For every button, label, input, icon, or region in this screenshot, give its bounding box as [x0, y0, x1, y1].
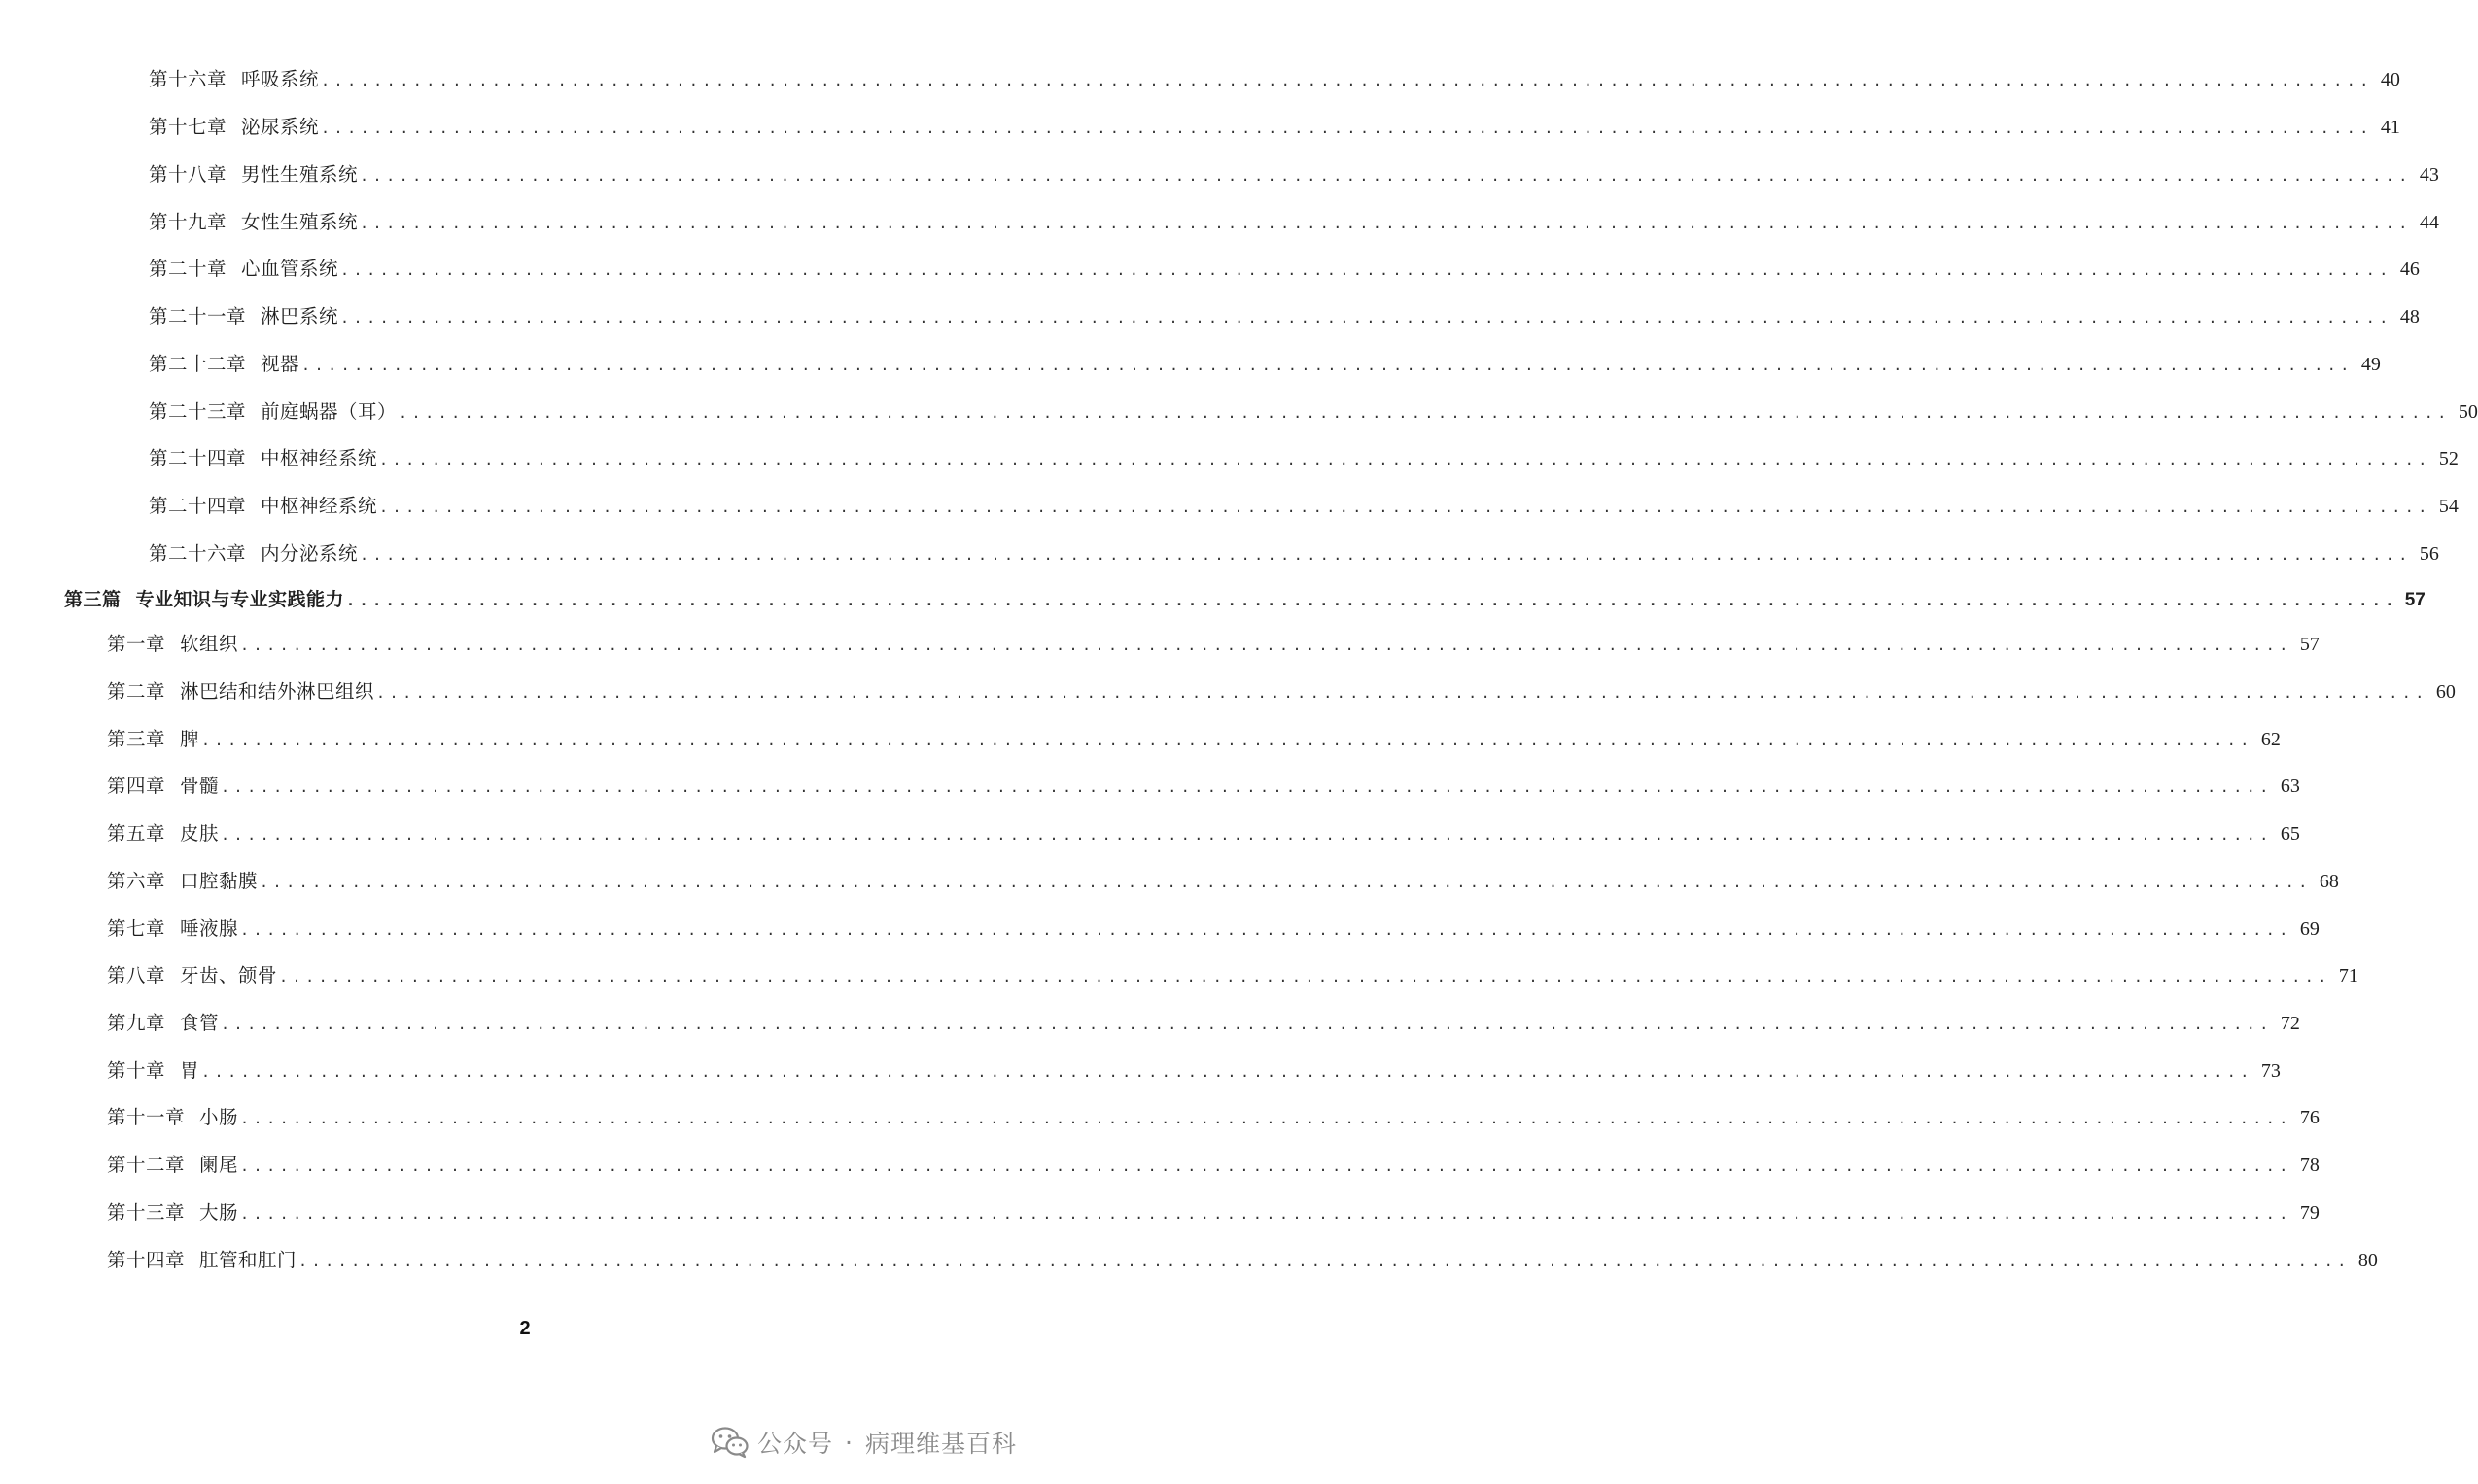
- toc-entry[interactable]: [107, 630, 2320, 659]
- toc-entry[interactable]: [107, 961, 2358, 990]
- page-ref: 80: [2357, 1250, 2378, 1271]
- dot-leader: ............................................................................................................................................................: [321, 72, 2373, 89]
- chapter-title: 心血管系统: [241, 258, 339, 280]
- chapter-title: 内分泌系统: [261, 542, 359, 565]
- chapter-number: 第十二章: [107, 1154, 186, 1176]
- page-ref: 65: [2280, 823, 2300, 845]
- chapter-title: 呼吸系统: [241, 68, 320, 90]
- watermark-account-name: 病理维基百科: [864, 1430, 1017, 1458]
- toc-entry[interactable]: [107, 915, 2320, 944]
- chapter-number: 第十四章: [107, 1249, 186, 1271]
- chapter-number: 第二十二章: [149, 353, 247, 375]
- chapter-number: 第二章: [107, 680, 166, 703]
- chapter-number: 第十七章: [149, 116, 227, 138]
- chapter-number: 第八章: [107, 964, 166, 986]
- chapter-number: 第六章: [107, 870, 166, 892]
- page-ref: 46: [2399, 259, 2420, 280]
- chapter-title: 胃: [180, 1059, 200, 1082]
- chapter-number: 第三章: [107, 728, 166, 750]
- page-ref: 49: [2360, 354, 2381, 375]
- toc-entry[interactable]: [107, 1151, 2320, 1180]
- chapter-number: 第十八章: [149, 163, 227, 186]
- toc-entry[interactable]: [149, 208, 2439, 237]
- wechat-icon: [711, 1426, 750, 1459]
- dot-leader: ............................................................................................................................................................: [360, 546, 2412, 564]
- dot-leader: ............................................................................................................................................................: [240, 921, 2292, 939]
- chapter-title: 小肠: [199, 1106, 239, 1128]
- chapter-number: 第二十四章: [149, 447, 247, 469]
- toc-entry[interactable]: [107, 1198, 2320, 1227]
- page-ref: 54: [2438, 496, 2459, 517]
- dot-leader: ............................................................................................................................................................: [379, 451, 2431, 468]
- page-ref: 41: [2380, 117, 2400, 138]
- page-ref: 78: [2299, 1155, 2320, 1176]
- chapter-number: 第十章: [107, 1059, 166, 1082]
- chapter-title: 中枢神经系统: [261, 447, 378, 469]
- dot-leader: ............................................................................................................................................................: [221, 778, 2273, 796]
- chapter-number: 第九章: [107, 1012, 166, 1034]
- dot-leader: ............................................................................................................................................................: [340, 309, 2392, 327]
- toc-entry[interactable]: [149, 65, 2400, 94]
- chapter-title: 视器: [261, 353, 300, 375]
- dot-leader: ............................................................................................................................................................: [260, 874, 2312, 891]
- dot-leader: ............................................................................................................................................................: [376, 684, 2428, 702]
- page-ref: 40: [2380, 69, 2400, 90]
- chapter-number: 第十三章: [107, 1201, 186, 1224]
- chapter-title: 皮肤: [180, 822, 220, 845]
- page-ref: 72: [2280, 1013, 2300, 1034]
- dot-leader: ............................................................................................................................................................: [399, 404, 2451, 422]
- chapter-title: 口腔黏膜: [180, 870, 259, 892]
- chapter-title: 泌尿系统: [241, 116, 320, 138]
- toc-entry[interactable]: [149, 444, 2459, 473]
- watermark: [711, 1423, 1017, 1462]
- toc-entry[interactable]: [149, 397, 2478, 427]
- watermark-separator: ·: [845, 1428, 854, 1457]
- toc-entry[interactable]: [107, 677, 2456, 707]
- toc-entry[interactable]: [107, 867, 2339, 896]
- part-title: 专业知识与专业实践能力: [135, 589, 345, 610]
- page-ref: 50: [2458, 401, 2478, 423]
- page-ref: 62: [2260, 729, 2281, 750]
- part-number: 第三篇: [64, 589, 122, 610]
- page-ref: 57: [2404, 590, 2426, 610]
- chapter-title: 软组织: [180, 633, 239, 655]
- watermark-label: 公众号: [757, 1430, 834, 1458]
- page-ref: 71: [2338, 965, 2358, 986]
- dot-leader: ............................................................................................................................................................: [240, 1157, 2292, 1175]
- dot-leader: ............................................................................................................................................................: [240, 1110, 2292, 1127]
- toc-entry[interactable]: [149, 160, 2439, 190]
- page-ref: 52: [2438, 448, 2459, 469]
- toc-part-heading[interactable]: [64, 585, 2426, 614]
- toc-entry[interactable]: [149, 255, 2420, 284]
- dot-leader: ............................................................................................................................................................: [240, 1205, 2292, 1223]
- chapter-number: 第十六章: [149, 68, 227, 90]
- dot-leader: ............................................................................................................................................................: [379, 499, 2431, 516]
- dot-leader: ............................................................................................................................................................: [279, 968, 2331, 985]
- toc-entry[interactable]: [149, 302, 2420, 331]
- chapter-number: 第七章: [107, 917, 166, 940]
- chapter-title: 中枢神经系统: [261, 495, 378, 517]
- toc-entry[interactable]: [149, 539, 2439, 569]
- chapter-number: 第二十六章: [149, 542, 247, 565]
- dot-leader: ............................................................................................................................................................: [221, 826, 2273, 844]
- chapter-number: 第十九章: [149, 211, 227, 233]
- dot-leader: ............................................................................................................................................................: [298, 1253, 2351, 1270]
- dot-leader: ............................................................................................................................................................: [346, 592, 2398, 609]
- chapter-number: 第二十四章: [149, 495, 247, 517]
- page-ref: 60: [2435, 681, 2456, 703]
- page-ref: 68: [2319, 871, 2339, 892]
- toc-entry[interactable]: [107, 772, 2300, 801]
- chapter-title: 牙齿、颌骨: [180, 964, 278, 986]
- chapter-number: 第一章: [107, 633, 166, 655]
- chapter-title: 肛管和肛门: [199, 1249, 297, 1271]
- toc-entry[interactable]: [107, 819, 2300, 848]
- page-ref: 44: [2419, 212, 2439, 233]
- dot-leader: ............................................................................................................................................................: [321, 120, 2373, 137]
- chapter-title: 男性生殖系统: [241, 163, 359, 186]
- chapter-title: 食管: [180, 1012, 220, 1034]
- dot-leader: ............................................................................................................................................................: [201, 1063, 2253, 1081]
- dot-leader: ............................................................................................................................................................: [340, 261, 2392, 279]
- toc-entry[interactable]: [107, 725, 2281, 754]
- dot-leader: ............................................................................................................................................................: [360, 167, 2412, 185]
- chapter-title: 淋巴系统: [261, 305, 339, 328]
- toc-entry[interactable]: [149, 113, 2400, 142]
- chapter-number: 第二十一章: [149, 305, 247, 328]
- chapter-number: 第十一章: [107, 1106, 186, 1128]
- chapter-number: 第五章: [107, 822, 166, 845]
- chapter-number: 第二十三章: [149, 400, 247, 423]
- page-ref: 43: [2419, 164, 2439, 186]
- chapter-title: 淋巴结和结外淋巴组织: [180, 680, 375, 703]
- chapter-title: 阑尾: [199, 1154, 239, 1176]
- page-ref: 48: [2399, 306, 2420, 328]
- chapter-title: 唾液腺: [180, 917, 239, 940]
- chapter-number: 第四章: [107, 775, 166, 797]
- dot-leader: ............................................................................................................................................................: [301, 357, 2354, 374]
- toc-entry[interactable]: [107, 1103, 2320, 1132]
- chapter-title: 前庭蜗器（耳）: [261, 400, 398, 423]
- dot-leader: ............................................................................................................................................................: [360, 215, 2412, 232]
- page-ref: 79: [2299, 1202, 2320, 1224]
- toc-entry[interactable]: [149, 492, 2459, 521]
- page-ref: 57: [2299, 634, 2320, 655]
- chapter-title: 脾: [180, 728, 200, 750]
- toc-entry[interactable]: [107, 1009, 2300, 1038]
- dot-leader: ............................................................................................................................................................: [240, 637, 2292, 654]
- toc-entry[interactable]: [149, 350, 2381, 379]
- page-ref: 76: [2299, 1107, 2320, 1128]
- chapter-title: 大肠: [199, 1201, 239, 1224]
- dot-leader: ............................................................................................................................................................: [201, 732, 2253, 749]
- page-ref: 56: [2419, 543, 2439, 565]
- toc-entry[interactable]: [107, 1246, 2378, 1275]
- chapter-title: 骨髓: [180, 775, 220, 797]
- page-ref: 73: [2260, 1060, 2281, 1082]
- dot-leader: ............................................................................................................................................................: [221, 1016, 2273, 1033]
- page-ref: 69: [2299, 918, 2320, 940]
- chapter-number: 第二十章: [149, 258, 227, 280]
- chapter-title: 女性生殖系统: [241, 211, 359, 233]
- page-ref: 63: [2280, 776, 2300, 797]
- toc-entry[interactable]: [107, 1056, 2281, 1086]
- page-number: 2: [519, 1318, 531, 1339]
